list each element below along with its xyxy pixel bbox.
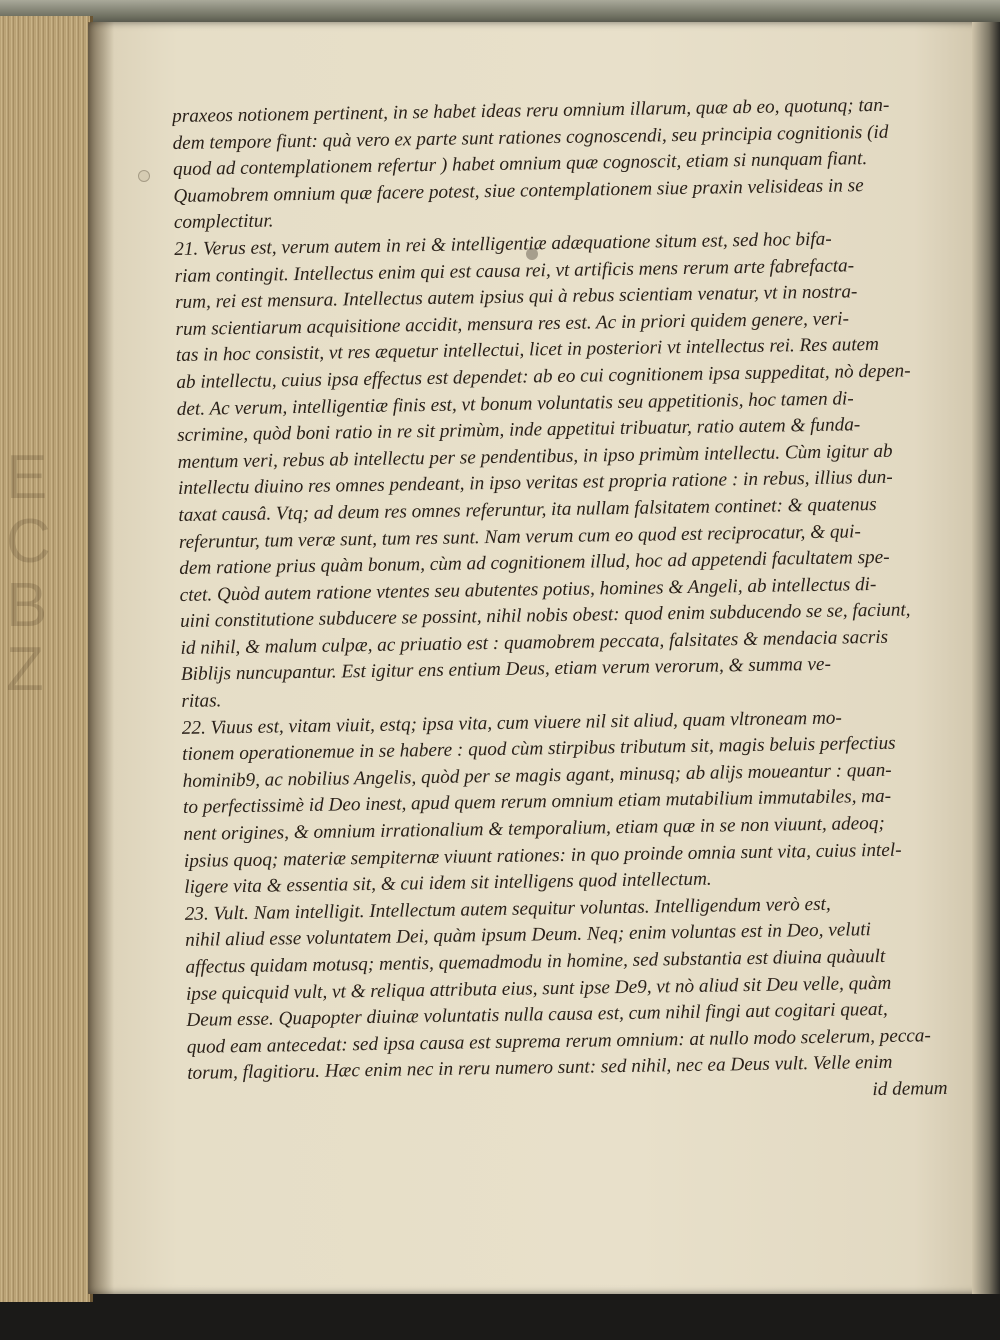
paper-hole [138, 170, 150, 182]
text-line: tas in hoc consistit, vt res æquetur intellectui, licet in posteriori vt intellectus rei. Res autem [175, 334, 880, 367]
text-line: hominib9, ac nobilius Angelis, quòd per se magis agant, minusq; ab alijs moueantur : quan- [182, 759, 892, 792]
text-line: taxat causâ. Vtq; ad deum res omnes referuntur, ita nullam falsitatem continet: & quatenus [178, 493, 877, 526]
text-line: mentum veri, rebus ab intellectu per se pendentibus, in ipso primùm intellectu. Cùm igitur ab [177, 440, 893, 473]
text-line: tionem operationemue in se habere : quod cùm stirpibus tributum sit, magis beluis perfectius [182, 732, 896, 766]
text-line: Deum esse. Quapopter diuinæ voluntatis nulla causa est, cum nihil fingi aut cogitari queat, [186, 999, 888, 1032]
text-line: det. Ac verum, intelligentiæ finis est, vt bonum voluntatis seu appetitionis, hoc tamen di- [176, 387, 854, 420]
text-line: uini constitutione subducere se possint, nihil nobis obest: quod enim subducendo se se, faciunt, [179, 599, 911, 633]
text-line: Biblijs nuncupantur. Est igitur ens entium Deus, etiam verum verorum, & summa ve- [180, 654, 832, 686]
text-line: riam contingit. Intellectus enim qui est causa rei, vt artificis mens rerum arte fabrefacta- [174, 254, 855, 287]
text-line: scrimine, quòd boni ratio in re sit primùm, inde appetitui tribuatur, ratio autem & funda- [177, 414, 861, 447]
text-line: quod eam antecedat: sed ipsa causa est suprema rerum omnium: at nullo modo scelerum, pecca- [186, 1024, 931, 1058]
text-line: ab intellectu, cuius ipsa effectus est dependet: ab eo cui cognitionem ipsa suppeditat, nò depen- [176, 360, 911, 393]
text-line: rum, rei est mensura. Intellectus autem ipsius qui à rebus scientiam venatur, vt in nostra- [174, 281, 858, 314]
text-line: Quamobrem omnium quæ facere potest, siue contemplationem siue praxin velisideas in se [173, 174, 864, 207]
text-line: affectus quidam motusq; mentis, quemadmodu in homine, sed substantia est diuina quàuult [185, 945, 886, 978]
text-line: ipse quicquid vult, vt & reliqua attributa eius, sunt ipse De9, vt nò aliud sit Deu velle, quàm [185, 972, 892, 1005]
page-text [172, 92, 948, 1114]
text-line: referuntur, tum veræ sunt, tum res sunt. Nam verum cum eo quod est reciprocatur, & qui- [178, 520, 861, 553]
text-line: nihil aliud esse voluntatem Dei, quàm ipsum Deum. Neq; enim voluntas est in Deo, veluti [184, 919, 872, 952]
text-line: to perfectissimè id Deo inest, apud quem rerum omnium etiam mutabilium immutabiles, ma- [182, 786, 892, 819]
page-right-edge [972, 22, 1000, 1294]
text-line: ctet. Quòd autem ratione vtentes seu abutentes potius, homines & Angeli, ab intellectus di- [179, 573, 877, 606]
text-line: ritas. [181, 690, 222, 712]
bleed-through-marks: E C B Z [6, 443, 53, 704]
text-line: ipsius quoq; materiæ sempiternæ viuunt rationes: in quo proinde omnia sunt vita, cuius intel- [183, 839, 902, 872]
paragraph-21-start: 21. Verus est, verum autem in rei & intelligentiæ adæquatione situm est, sed hoc bifa- [174, 228, 832, 260]
catchword: id demum [872, 1077, 948, 1101]
spine-shadow [88, 22, 114, 1294]
paragraph-23-start: 23. Vult. Nam intelligit. Intellectum autem sequitur voluntas. Intelligendum verò est, [184, 893, 831, 925]
text-line: intellectu diuino res omnes pendeant, in ipso veritas est propria ratione : in rebus, illius dun- [177, 467, 893, 500]
text-line: torum, flagitioru. Hæc enim nec in reru numero sunt: sed nihil, nec ea Deus vult. Velle enim [187, 1052, 893, 1085]
paragraph-22-start: 22. Viuus est, vitam viuit, estq; ipsa vita, cum viuere nil sit aliud, quam vltroneam mo- [181, 707, 842, 739]
text-line: quod ad contemplationem refertur ) habet omnium quæ cognoscit, etiam si nunquam fiant. [172, 148, 868, 181]
text-line: praxeos notionem pertinent, in se habet ideas reru omnium illarum, quæ ab eo, quotunq; tan- [172, 94, 890, 127]
text-line: complectitur. [173, 210, 274, 234]
text-line: rum scientiarum acquisitione accidit, mensura res est. Ac in priori quidem genere, veri- [175, 308, 850, 340]
text-line: id nihil, & malum culpæ, ac priuatio est : quamobrem peccata, falsitates & mendacia sacris [180, 626, 889, 659]
text-line: ligere vita & essentia sit, & cui idem sit intelligens quod intellectum. [184, 868, 712, 899]
text-line: dem tempore fiunt: quà vero ex parte sunt rationes cognoscendi, seu principia cognitionis (id [172, 121, 889, 154]
page-block-edge [0, 16, 93, 1302]
text-line: nent origines, & omnium irrationalium & temporalium, etiam quæ in se non viuunt, adeoq; [183, 812, 885, 845]
text-line: dem ratione prius quàm bonum, cùm ad cognitionem illud, hoc ad appetendi facultatem spe- [179, 546, 890, 580]
